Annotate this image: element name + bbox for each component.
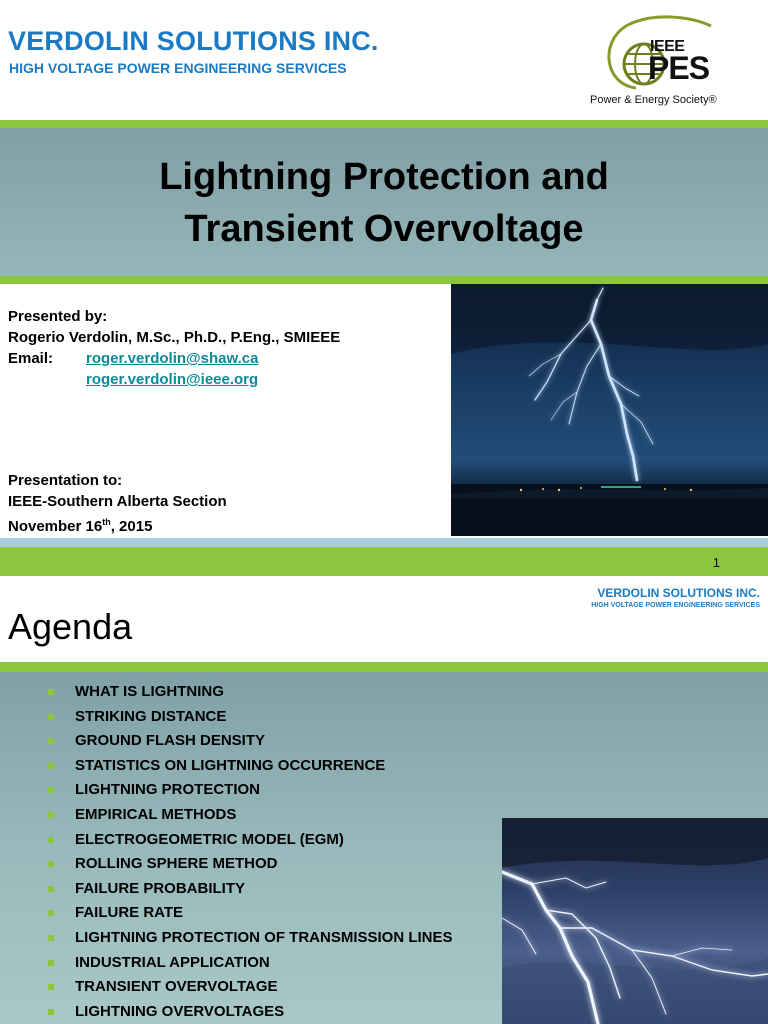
agenda-item-label: FAILURE RATE — [75, 904, 184, 922]
logo-ieee-text: IEEE — [650, 38, 685, 55]
logo-society-text: Power & Energy Society® — [590, 94, 717, 106]
divider-bar — [0, 276, 768, 284]
lightning-photo — [502, 818, 768, 1024]
agenda-item-label: LIGHTNING OVERVOLTAGES — [75, 1002, 285, 1020]
agenda-item — [48, 828, 453, 853]
email-link-shaw[interactable]: roger.verdolin@shaw.ca — [86, 350, 259, 367]
company-tagline: HIGH VOLTAGE POWER ENGINEERING SERVICES — [591, 602, 760, 609]
bullet-icon — [48, 787, 54, 793]
agenda-item — [48, 951, 453, 976]
agenda-item-label: EMPIRICAL METHODS — [75, 805, 237, 823]
agenda-title: Agenda — [8, 606, 133, 647]
footer-strip — [0, 538, 768, 547]
email-row — [8, 348, 340, 369]
bullet-icon — [48, 837, 54, 843]
divider-bar — [0, 662, 768, 672]
agenda-item — [48, 901, 453, 926]
bullet-icon — [48, 1009, 54, 1015]
agenda-slide — [0, 576, 768, 1024]
slide-number: 1 — [712, 555, 720, 570]
presenter-block — [8, 306, 340, 390]
email-label: Email: — [8, 350, 54, 367]
bullet-icon — [48, 886, 54, 892]
agenda-item — [48, 877, 453, 902]
bullet-icon — [48, 714, 54, 720]
divider-bar — [0, 120, 768, 128]
date-superscript: th — [102, 517, 111, 527]
bullet-icon — [48, 984, 54, 990]
agenda-item — [48, 852, 453, 877]
bullet-icon — [48, 689, 54, 695]
agenda-item-label: ELECTROGEOMETRIC MODEL (EGM) — [75, 830, 344, 848]
slide-title-line2: Transient Overvoltage — [184, 208, 584, 250]
title-band — [0, 128, 768, 276]
bullet-icon — [48, 763, 54, 769]
agenda-item-label: STATISTICS ON LIGHTNING OCCURRENCE — [75, 756, 386, 774]
agenda-item-label: STRIKING DISTANCE — [75, 707, 227, 725]
agenda-item — [48, 1000, 453, 1024]
company-tagline: HIGH VOLTAGE POWER ENGINEERING SERVICES — [9, 60, 347, 76]
presentation-block — [8, 470, 227, 537]
agenda-item — [48, 705, 453, 730]
agenda-list — [48, 680, 453, 1024]
agenda-item — [48, 926, 453, 951]
agenda-item — [48, 680, 453, 705]
presenter-heading: Presented by: — [8, 308, 108, 325]
company-name: VERDOLIN SOLUTIONS INC. — [8, 26, 379, 56]
slide-title-line1: Lightning Protection and — [159, 156, 609, 198]
presenter-name: Rogerio Verdolin, M.Sc., Ph.D., P.Eng., SMIEEE — [8, 329, 341, 346]
bullet-icon — [48, 910, 54, 916]
ieee-pes-logo — [586, 12, 726, 112]
bullet-icon — [48, 935, 54, 941]
bullet-icon — [48, 861, 54, 867]
agenda-item-label: INDUSTRIAL APPLICATION — [75, 953, 270, 971]
agenda-item-label: WHAT IS LIGHTNING — [75, 683, 224, 700]
email-row — [8, 369, 340, 390]
bullet-icon — [48, 812, 54, 818]
agenda-item-label: TRANSIENT OVERVOLTAGE — [75, 978, 278, 996]
agenda-item — [48, 975, 453, 1000]
agenda-item — [48, 754, 453, 779]
agenda-item — [48, 803, 453, 828]
email-link-ieee[interactable]: roger.verdolin@ieee.org — [86, 371, 259, 388]
agenda-item-label: LIGHTNING PROTECTION — [75, 781, 260, 799]
date-prefix: November 16 — [8, 518, 103, 535]
company-name: VERDOLIN SOLUTIONS INC. — [597, 586, 760, 600]
agenda-item — [48, 729, 453, 754]
agenda-item-label: GROUND FLASH DENSITY — [75, 732, 266, 750]
logo-pes-text: PES — [648, 50, 710, 86]
agenda-item-label: ROLLING SPHERE METHOD — [75, 855, 278, 873]
footer-bar — [0, 547, 768, 576]
bullet-icon — [48, 738, 54, 744]
agenda-item — [48, 778, 453, 803]
bullet-icon — [48, 960, 54, 966]
presentation-audience: IEEE-Southern Alberta Section — [8, 493, 227, 510]
agenda-item-label: FAILURE PROBABILITY — [75, 879, 246, 897]
date-suffix: , 2015 — [110, 518, 153, 535]
agenda-item-label: LIGHTNING PROTECTION OF TRANSMISSION LINES — [75, 928, 453, 946]
lightning-photo — [451, 284, 768, 536]
presentation-date — [8, 512, 227, 537]
presentation-heading: Presentation to: — [8, 472, 123, 489]
